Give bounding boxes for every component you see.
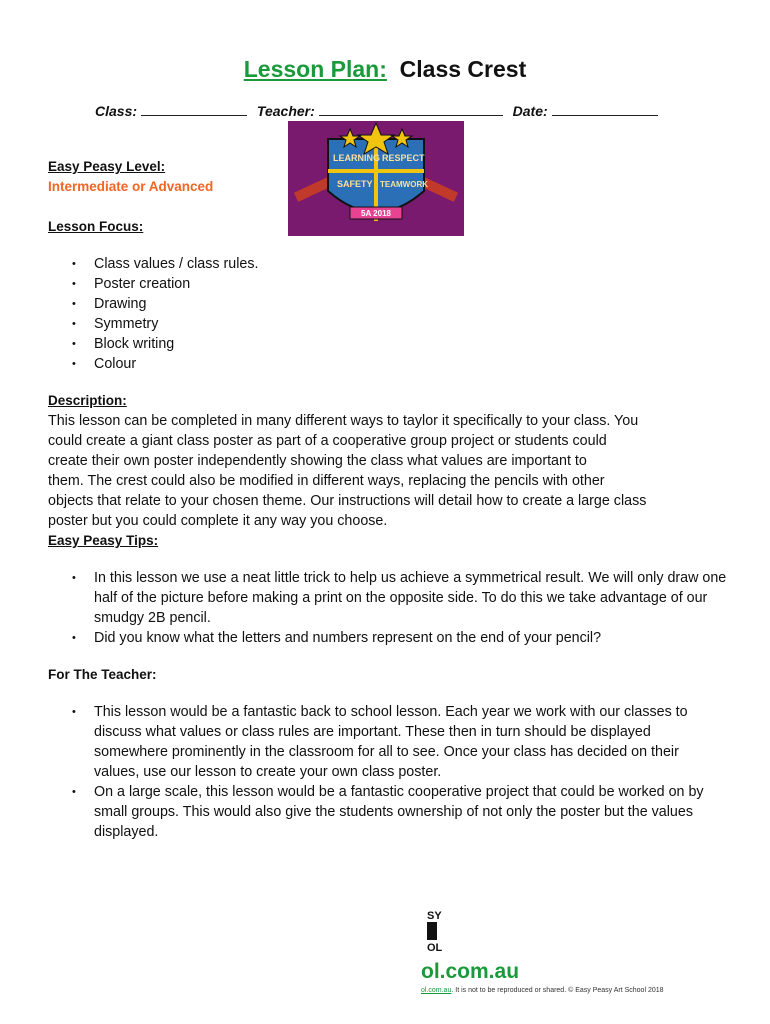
- crest-word-3: SAFETY: [337, 179, 373, 189]
- description-line: them. The crest could also be modified in different ways, replacing the pencils with other: [48, 473, 605, 489]
- list-item: • Drawing: [48, 294, 348, 314]
- description-text: [48, 411, 728, 531]
- logo-line-2: OL: [427, 942, 443, 954]
- logo-url: ol.com.au: [421, 960, 520, 983]
- date-blank: [552, 103, 658, 116]
- list-item: • Poster creation: [48, 274, 348, 294]
- list-item: • This lesson would be a fantastic back to school lesson. Each year we work with our classes to discuss what values or class rules are important. These then in turn should be displayed somewhere prominently in the classroom for all to see. Once your class has decided on their values, use our lesson to create your own class poster.: [48, 702, 728, 782]
- class-info-row: [95, 103, 664, 119]
- date-label: Date:: [512, 103, 548, 119]
- crest-word-1: LEARNING: [333, 153, 380, 163]
- class-label: Class:: [95, 103, 138, 119]
- description-line: could create a giant class poster as part of a cooperative group project or students could: [48, 433, 607, 449]
- description-line: objects that relate to your chosen theme. Our instructions will detail how to create a large class: [48, 493, 647, 509]
- crest-word-2: RESPECT: [382, 153, 425, 163]
- page-title: [0, 56, 770, 83]
- level-heading: Easy Peasy Level:: [48, 159, 166, 174]
- teacher-label: Teacher:: [256, 103, 315, 119]
- title-prefix: Lesson Plan:: [243, 56, 387, 82]
- footer-link[interactable]: ol.com.au: [421, 987, 452, 994]
- tips-heading: Easy Peasy Tips:: [48, 533, 159, 548]
- title-main: Class Crest: [399, 56, 527, 82]
- footer-text: . It is not to be reproduced or shared. © Easy Peasy Art School 2018: [451, 987, 664, 994]
- list-item: • In this lesson we use a neat little trick to help us achieve a symmetrical result. We will only draw one half of the picture before making a print on the opposite side. To do this we take advantage of our smudgy 2B pencil.: [48, 568, 728, 628]
- teacher-blank: [319, 103, 503, 116]
- logo-line-1: SY: [427, 910, 442, 922]
- description-line: poster but you could complete it any way you choose.: [48, 513, 388, 529]
- list-item: • Symmetry: [48, 314, 348, 334]
- list-item: • On a large scale, this lesson would be a fantastic cooperative project that could be worked on by small groups. This would also give the students ownership of not only the poster but the values displayed.: [48, 782, 728, 842]
- list-item: • Block writing: [48, 334, 348, 354]
- teacher-list: [48, 702, 728, 842]
- logo-mark: [427, 922, 437, 940]
- list-item: • Did you know what the letters and numbers represent on the end of your pencil?: [48, 628, 728, 648]
- class-crest-image: [288, 121, 464, 236]
- list-item: • Colour: [48, 354, 348, 374]
- level-value: Intermediate or Advanced: [48, 179, 214, 194]
- tips-list: [48, 568, 728, 648]
- focus-list: [48, 254, 348, 374]
- description-line: This lesson can be completed in many different ways to taylor it specifically to your class. You: [48, 413, 639, 429]
- description-heading: Description:: [48, 393, 127, 408]
- crest-word-4: TEAMWORK: [380, 180, 428, 189]
- list-item: • Class values / class rules.: [48, 254, 348, 274]
- focus-heading: Lesson Focus:: [48, 219, 144, 234]
- footer-copyright: [421, 987, 664, 994]
- teacher-heading: For The Teacher:: [48, 667, 157, 682]
- crest-banner: 5A 2018: [361, 209, 391, 218]
- school-logo: [421, 908, 541, 988]
- class-blank: [141, 103, 247, 116]
- description-line: create their own poster independently showing the class what values are important to: [48, 453, 587, 469]
